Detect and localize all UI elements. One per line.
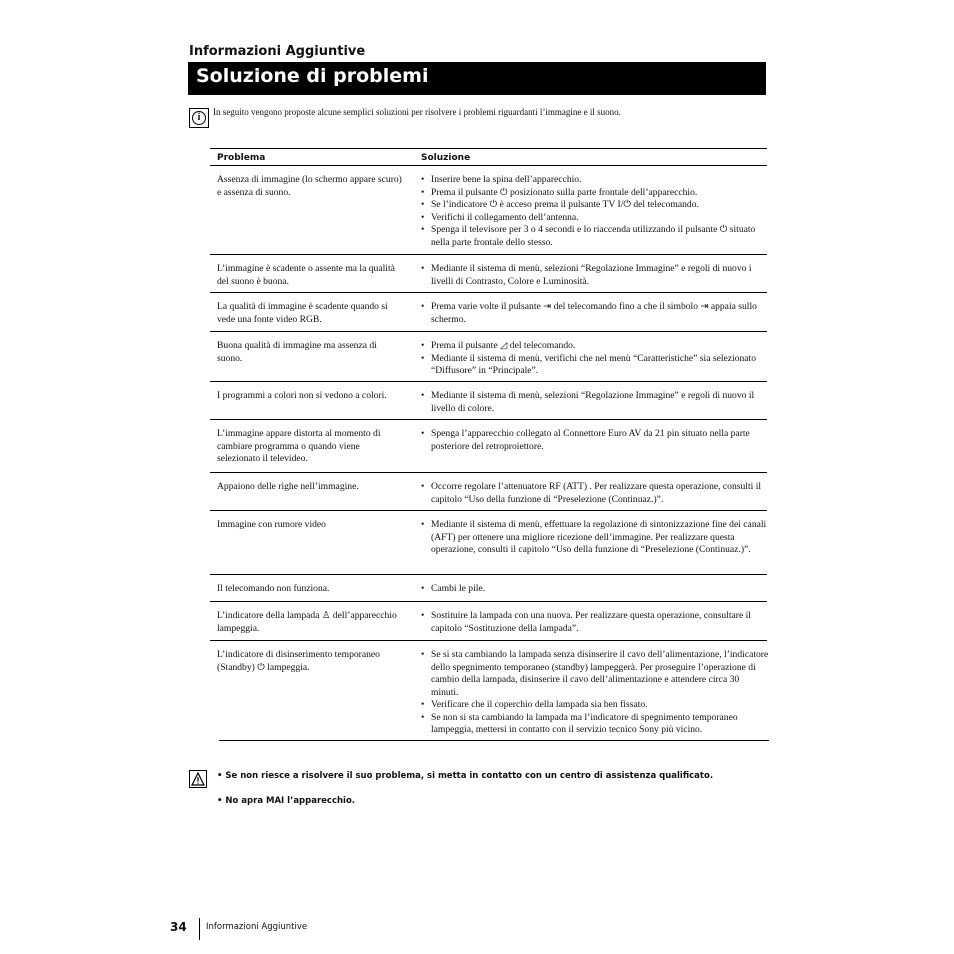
intro-text: In seguito vengono proposte alcune semplici soluzioni per risolvere i problemi riguardanti l’immagine e il suono. bbox=[213, 107, 621, 117]
footer-divider bbox=[199, 918, 200, 940]
solution-item: • Sostituire la lampada con una nuova. Per realizzare questa operazione, consultare il capitolo “Sostituzione della lampada”. bbox=[421, 610, 769, 635]
solution-item: • Occorre regolare l’attenuatore RF (ATT) . Per realizzare questa operazione, consulti il capitolo “Uso della funzione di “Preselezione (Continuaz.)”. bbox=[421, 481, 769, 506]
troubleshooting-table bbox=[210, 148, 767, 751]
warning-icon bbox=[189, 770, 207, 788]
solution-item: • Verifichi il collegamento dell’antenna. bbox=[421, 212, 769, 225]
solution-item: • Se si sta cambiando la lampada senza disinserire il cavo dell’alimentazione, l’indicatore dello spegnimento temporaneo (standby) lampeggerà. Per proseguire l’operazione di cambio della lampada, disinserire il cavo dell’alimentazione e attendere circa 30 minuti. bbox=[421, 649, 769, 699]
solution-list bbox=[421, 610, 769, 635]
table-row bbox=[210, 332, 767, 382]
solution-list bbox=[421, 390, 769, 415]
solution-list bbox=[421, 263, 769, 288]
solution-item: • Verificare che il coperchio della lampada sia ben fissato. bbox=[421, 699, 769, 712]
table-row bbox=[210, 255, 767, 293]
solution-item: • Prema varie volte il pulsante ⇥ del telecomando fino a che il simbolo ⇥ appaia sullo schermo. bbox=[421, 301, 769, 326]
solution-item: • Mediante il sistema di menù, effettuare la regolazione di sintonizzazione fine dei canali (AFT) per ottenere una migliore ricezione dell’immagine. Per realizzare questa operazione, consulti il capitolo “Uso della funzione di “Preselezione (Continuaz.)”. bbox=[421, 519, 769, 557]
footer-section: Informazioni Aggiuntive bbox=[206, 922, 308, 932]
problem-cell: I programmi a colori non si vedono a colori. bbox=[217, 390, 387, 401]
table-row bbox=[210, 166, 767, 255]
warning-text: • Se non riesce a risolvere il suo problema, si metta in contatto con un centro di assistenza qualificato. bbox=[217, 771, 714, 781]
solution-list bbox=[421, 481, 769, 506]
column-header-solution: Soluzione bbox=[421, 153, 471, 163]
solution-list bbox=[421, 649, 769, 737]
table-row bbox=[210, 511, 767, 575]
page-number: 34 bbox=[170, 920, 187, 934]
solution-item: • Cambi le pile. bbox=[421, 583, 769, 596]
problem-cell: L’immagine appare distorta al momento di cambiare programma o quando viene selezionato il televideo. bbox=[217, 428, 381, 464]
table-row bbox=[210, 420, 767, 473]
table-row bbox=[210, 575, 767, 602]
solution-list bbox=[421, 583, 769, 596]
table-row bbox=[210, 641, 767, 751]
solution-item: • Inserire bene la spina dell’apparecchio. bbox=[421, 174, 769, 187]
problem-cell: Il telecomando non funziona. bbox=[217, 583, 330, 594]
page-title: Soluzione di problemi bbox=[196, 65, 429, 87]
section-heading: Informazioni Aggiuntive bbox=[189, 44, 366, 59]
column-header-problem: Problema bbox=[217, 153, 266, 163]
info-icon: i bbox=[189, 108, 209, 128]
solution-item: • Spenga il televisore per 3 o 4 secondi e lo riaccenda utilizzando il pulsante ⏻ situato nella parte frontale dello stesso. bbox=[421, 224, 769, 249]
problem-cell: Immagine con rumore video bbox=[217, 519, 326, 530]
solution-item: • Se l’indicatore ⏻ è acceso prema il pulsante TV I/⏻ del telecomando. bbox=[421, 199, 769, 212]
problem-cell: L’indicatore di disinserimento temporaneo (Standby) ⏻ lampeggia. bbox=[217, 649, 380, 673]
solution-item: • Mediante il sistema di menù, selezioni “Regolazione Immagine” e regoli di nuovo i livelli di Contrasto, Colore e Luminosità. bbox=[421, 263, 769, 288]
solution-item: • Prema il pulsante ⏻ posizionato sulla parte frontale dell’apparecchio. bbox=[421, 187, 769, 200]
problem-cell: L’indicatore della lampada ♙ dell’apparecchio lampeggia. bbox=[217, 610, 397, 634]
table-row bbox=[210, 473, 767, 511]
solution-item: • Prema il pulsante ◿ del telecomando. bbox=[421, 340, 769, 353]
problem-cell: Assenza di immagine (lo schermo appare scuro) e assenza di suono. bbox=[217, 174, 402, 198]
solution-item: • Spenga l’apparecchio collegato al Connettore Euro AV da 21 pin situato nella parte posteriore del retroproiettore. bbox=[421, 428, 769, 453]
table-header bbox=[210, 148, 767, 166]
table-row bbox=[210, 382, 767, 420]
solution-item: • Se non si sta cambiando la lampada ma l’indicatore di spegnimento temporaneo lampeggia, mettersi in contatto con il servizio tecnico Sony più vicino. bbox=[421, 712, 769, 737]
table-bottom-rule bbox=[219, 740, 769, 741]
problem-cell: Appaiono delle righe nell’immagine. bbox=[217, 481, 359, 492]
table-row bbox=[210, 602, 767, 641]
warning-text: • No apra MAI l’apparecchio. bbox=[217, 796, 356, 806]
solution-item: • Mediante il sistema di menù, selezioni “Regolazione Immagine” e regoli di nuovo il livello di colore. bbox=[421, 390, 769, 415]
solution-list bbox=[421, 340, 769, 378]
solution-list bbox=[421, 174, 769, 249]
problem-cell: L’immagine è scadente o assente ma la qualità del suono è buona. bbox=[217, 263, 395, 287]
solution-list bbox=[421, 519, 769, 557]
solution-item: • Mediante il sistema di menù, verifichi che nel menù “Caratteristiche” sia selezionato “Diffusore” in “Principale”. bbox=[421, 353, 769, 378]
table-row bbox=[210, 293, 767, 332]
problem-cell: La qualità di immagine è scadente quando si vede una fonte video RGB. bbox=[217, 301, 388, 325]
solution-list bbox=[421, 301, 769, 326]
problem-cell: Buona qualità di immagine ma assenza di suono. bbox=[217, 340, 377, 364]
title-bar bbox=[188, 62, 766, 95]
solution-list bbox=[421, 428, 769, 453]
